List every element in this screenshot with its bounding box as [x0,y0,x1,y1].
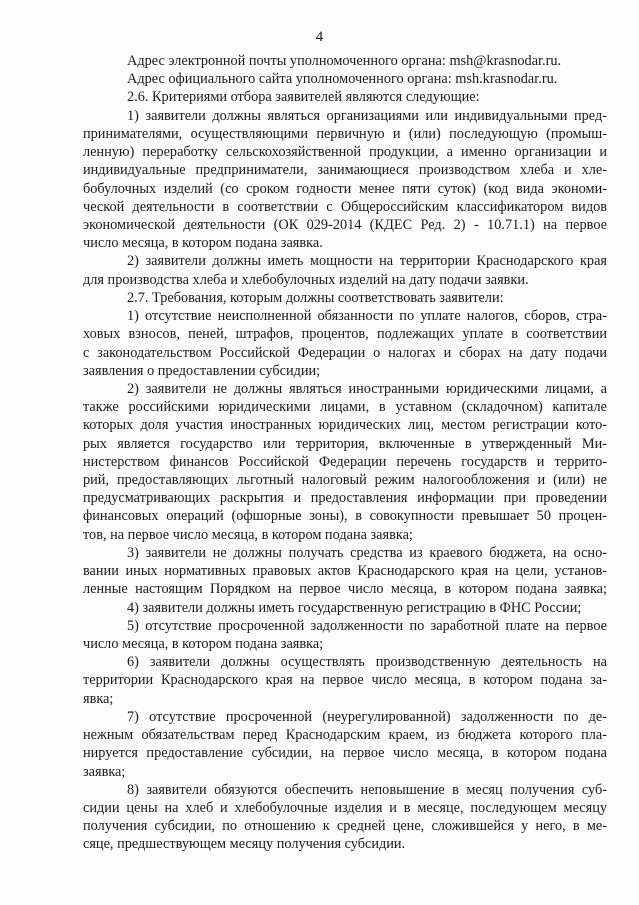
text-line: рых является государство или территория, включенные в утвержденный Ми- [83,435,607,452]
text-line: также российскими юридическими лицами, в уставном (складочном) капитале [83,399,607,416]
text-line: 6) заявители должны осуществлять производственную деятельность на [127,654,607,671]
text-line: бобулочных изделий (со сроком годности менее пяти суток) (код вида экономи- [83,180,607,197]
text-line: нируется предоставление субсидии, на первое число месяца, в котором подана [83,745,607,762]
text-line: ленные настоящим Порядком на первое число месяца, в котором подана заявка; [83,581,607,598]
text-line: число месяца, в котором подана заявка; [83,636,324,652]
text-line: тов, на первое число месяца, в котором подана заявка; [83,526,413,543]
text-line: с законодательством Российской Федерации о налогах и сборах на дату подачи [83,344,607,361]
page-number: 4 [315,29,324,45]
text-line: получения субсидии, по отношению к средней цене, сложившейся у него, в ме- [83,818,607,835]
text-line: территории Краснодарского края на первое число месяца, в котором подана за- [83,672,607,689]
text-line: ленную) переработку сельскохозяйственной продукции, а именно организации и [83,144,607,161]
text-line: нистерством финансов Российской Федерации перечень государств и террито- [83,453,607,470]
text-line: ческой деятельности в соответствии с Общероссийским классификатором видов [83,198,607,215]
text-line: принимателями, осуществляющими первичную и (или) последующую (промыш- [83,125,607,142]
text-line: 8) заявители обязуются обеспечить неповышение в месяц получения суб- [127,781,607,798]
text-line: Адрес официального сайта уполномоченного органа: msh.krasnodar.ru. [127,71,558,88]
text-line: 2) заявители должны иметь мощности на территории Краснодарского края [127,253,607,270]
text-line: Адрес электронной почты уполномоченного органа: msh@krasnodar.ru. [127,53,562,69]
text-line: 2.7. Требования, которым должны соответствовать заявители: [127,289,504,306]
text-line: которых доля участия иностранных юридических лиц, местом регистрации кото- [83,417,607,434]
text-line: заявления о предоставлении субсидии; [83,362,321,379]
text-line: предусматривающих раскрытия и предоставления информации при проведении [83,490,607,507]
text-line: нежным обязательствам перед Краснодарским краем, из бюджета которого пла- [83,727,607,744]
text-line: 1) отсутствие неисполненной обязанности по уплате налогов, сборов, стра- [127,308,607,325]
text-line: 2.6. Критериями отбора заявителей являются следующие: [127,89,480,106]
text-line: ховых взносов, пеней, штрафов, процентов, подлежащих уплате в соответствии [83,326,607,343]
text-line: 4) заявители должны иметь государственную регистрацию в ФНС России; [127,599,582,616]
document-body [83,52,607,854]
text-line: сяце, предшествующем месяцу получения субсидии. [83,836,406,853]
text-line: 1) заявители должны являться организациями или индивидуальными пред- [127,107,607,124]
text-line: явка; [83,690,114,707]
text-line: для производства хлеба и хлебобулочных изделий на дату подачи заявки. [83,271,529,288]
text-line: сидии цены на хлеб и хлебобулочные изделия и в месяце, последующем месяцу [83,799,607,816]
text-line: 5) отсутствие просроченной задолженности по заработной плате на первое [127,617,607,634]
text-line: индивидуальные предприниматели, занимающиеся производством хлеба и хле- [83,162,607,179]
text-line: финансовых операций (офшорные зоны), в совокупности превышает 50 процен- [83,508,607,525]
text-line: 2) заявители не должны являться иностранными юридическими лицами, а [127,380,607,397]
text-line: 3) заявители не должны получать средства из краевого бюджета, на осно- [127,544,607,561]
text-line: рий, предоставляющих льготный налоговый режим налогообложения и (или) не [83,472,607,489]
text-line: 7) отсутствие просроченной (неурегулированной) задолженности по де- [127,708,607,725]
text-line: заявка; [83,763,126,780]
text-line: экономической деятельности (ОК 029-2014 (КДЕС Ред. 2) - 10.71.1) на первое [83,216,607,233]
text-line: число месяца, в котором подана заявка. [83,235,323,252]
text-line: вании иных нормативных правовых актов Краснодарского края на цели, установ- [83,563,607,580]
